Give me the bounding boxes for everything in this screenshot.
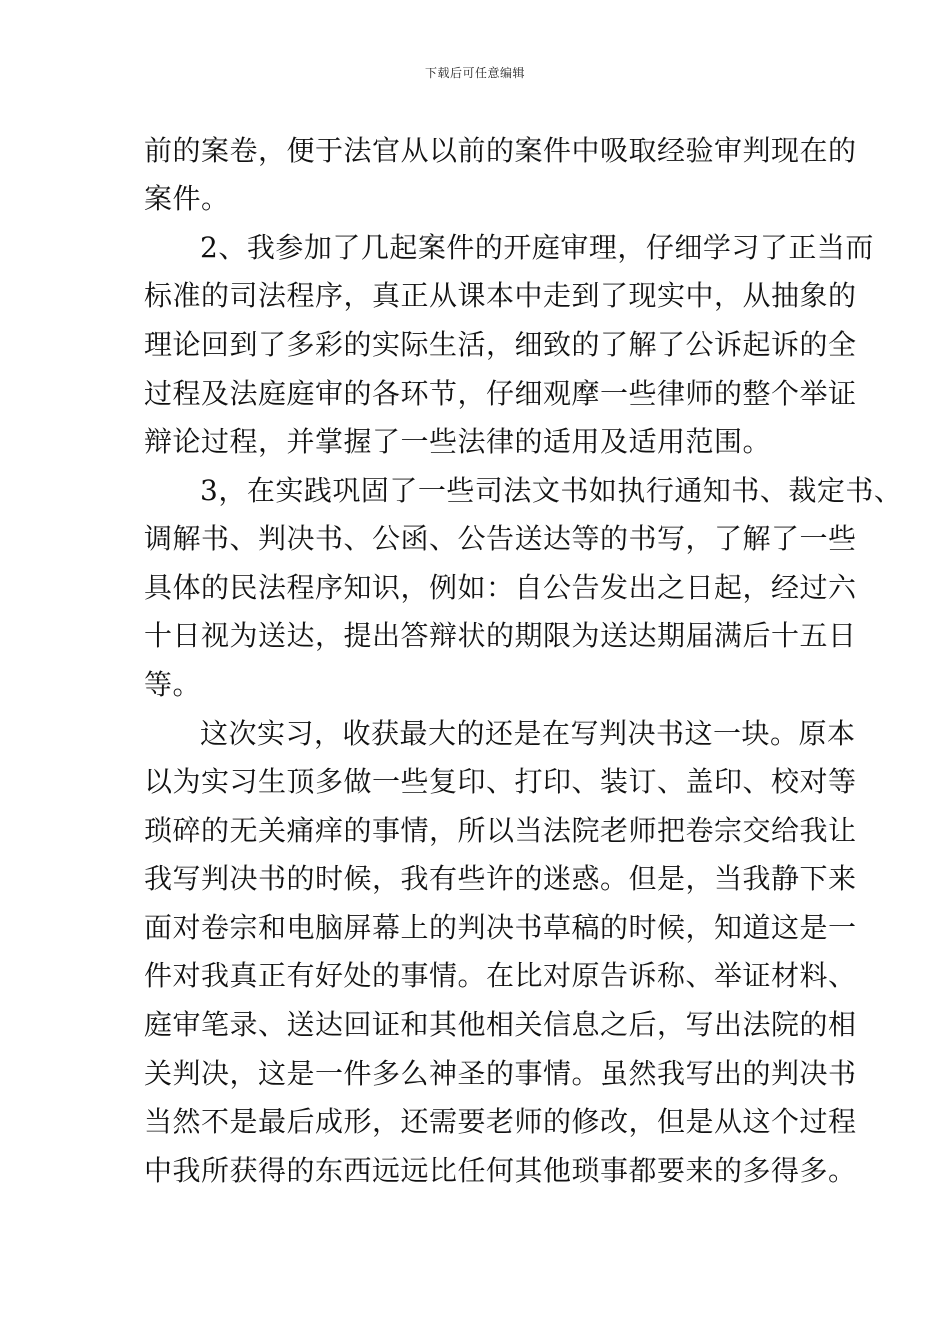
paragraph-first-line: 3，在实践巩固了一些司法文书如执行通知书、裁定书、 <box>200 474 903 507</box>
page-header: 下载后可任意编辑 <box>424 66 525 80</box>
paragraph-first-line: 2、我参加了几起案件的开庭审理，仔细学习了正当而 <box>200 231 874 264</box>
text-line: 庭审笔录、送达回证和其他相关信息之后，写出法院的相 <box>144 1008 857 1041</box>
text-line: 具体的民法程序知识，例如：自公告发出之日起，经过六 <box>144 571 857 604</box>
text-line: 理论回到了多彩的实际生活，细致的了解了公诉起诉的全 <box>144 328 857 361</box>
text-line: 中我所获得的东西远远比任何其他琐事都要来的多得多。 <box>144 1154 857 1187</box>
text-line: 等。 <box>144 668 202 701</box>
text-line: 我写判决书的时候，我有些许的迷惑。但是，当我静下来 <box>144 862 857 895</box>
text-line: 过程及法庭庭审的各环节，仔细观摩一些律师的整个举证 <box>144 377 857 410</box>
text-line: 标准的司法程序，真正从课本中走到了现实中，从抽象的 <box>144 279 857 312</box>
text-line: 调解书、判决书、公函、公告送达等的书写，了解了一些 <box>144 522 857 555</box>
text-line: 当然不是最后成形，还需要老师的修改，但是从这个过程 <box>144 1105 857 1138</box>
text-line: 琐碎的无关痛痒的事情，所以当法院老师把卷宗交给我让 <box>144 814 857 847</box>
paragraph-first-line: 这次实习，收获最大的还是在写判决书这一块。原本 <box>200 717 856 750</box>
text-line: 案件。 <box>144 182 230 215</box>
text-line: 前的案卷，便于法官从以前的案件中吸取经验审判现在的 <box>144 134 857 167</box>
text-line: 辩论过程，并掌握了一些法律的适用及适用范围。 <box>144 425 772 458</box>
text-line: 面对卷宗和电脑屏幕上的判决书草稿的时候，知道这是一 <box>144 911 857 944</box>
text-line: 十日视为送达，提出答辩状的期限为送达期届满后十五日 <box>144 619 857 652</box>
text-line: 关判决，这是一件多么神圣的事情。虽然我写出的判决书 <box>144 1057 857 1090</box>
text-line: 件对我真正有好处的事情。在比对原告诉称、举证材料、 <box>144 959 857 992</box>
text-line: 以为实习生顶多做一些复印、打印、装订、盖印、校对等 <box>144 765 857 798</box>
